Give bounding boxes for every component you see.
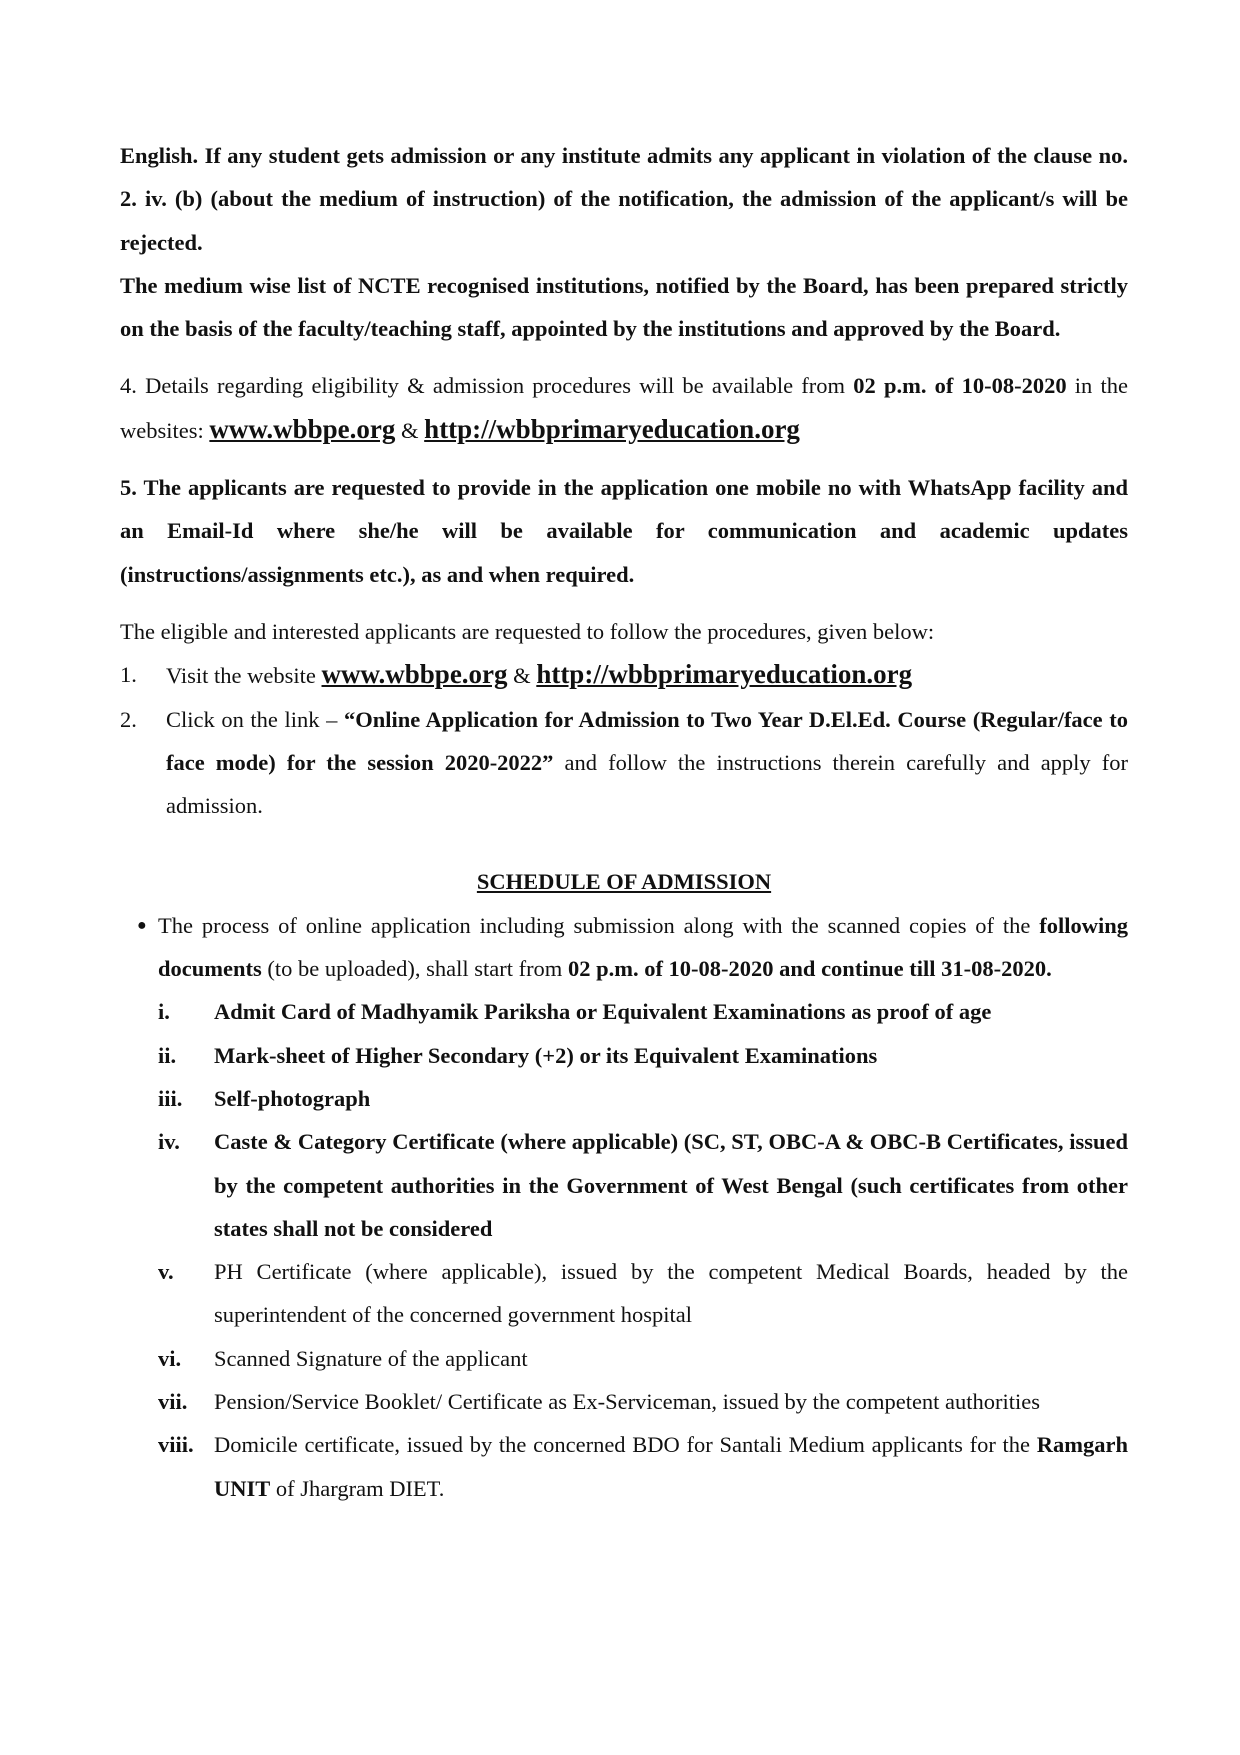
document-item-ii: ii. Mark-sheet of Higher Secondary (+2) or its Equivalent Examinations [158,1042,878,1068]
bullet-icon: ● [137,916,147,934]
document-item-viii: viii. Domicile certificate, issued by the concerned BDO for Santali Medium applicants for the Ramgarh UNIT of Jhargram DIET. [158,1432,1128,1501]
document-item-v: v. PH Certificate (where applicable), issued by the competent Medical Boards, headed by the superintendent of the concerned government hospital [158,1259,1128,1328]
document-item-vii: vii. Pension/Service Booklet/ Certificate as Ex-Serviceman, issued by the competent authorities [158,1389,1041,1415]
paragraph-ncte-list: The medium wise list of NCTE recognised institutions, notified by the Board, has been prepared strictly on the basis of the faculty/teaching staff, appointed by the institutions and approved by the Board. [120,272,1128,342]
schedule-bullet: ● The process of online application including submission along with the scanned copies of the following documents (to be uploaded), shall start from 02 p.m. of 10-08-2020 and continue till 31-08-2020. [137,904,1128,991]
document-item-vi: vi. Scanned Signature of the applicant [158,1345,528,1371]
link-wbbpe[interactable]: www.wbbpe.org [209,413,396,444]
procedure-step-2: 2. Click on the link – “Online Application for Admission to Two Year D.El.Ed. Course (Regular/face to face mode) for the session 2020-2022” and follow the instructions therein carefully and apply for admission. [120,698,1128,828]
document-item-iv: iv. Caste & Category Certificate (where applicable) (SC, ST, OBC-A & OBC-B Certificates, issued by the competent authorities in the Government of West Bengal (such certificates from other states shall not be considered [158,1129,1128,1241]
date-time-start: 02 p.m. of 10-08-2020 [853,373,1067,399]
procedure-step-1: 1. Visit the website www.wbbpe.org & http://wbbprimaryeducation.org [120,653,1128,697]
procedure-intro: The eligible and interested applicants are requested to follow the procedures, given below: [120,618,935,644]
schedule-dates: 02 p.m. of 10-08-2020 and continue till 31-08-2020. [567,956,1052,982]
schedule-heading: SCHEDULE OF ADMISSION [476,869,772,895]
link-wbbprimaryeducation[interactable]: http://wbbprimaryeducation.org [536,659,913,690]
paragraph-details-eligibility: 4. Details regarding eligibility & admission procedures will be available from 02 p.m. of 10-08-2020 in the websites: www.wbbpe.org & http://wbbprimaryeducation.org [120,373,1128,444]
document-item-iii: iii. Self-photograph [158,1085,371,1111]
step-number: 1. [120,662,137,688]
document-body [120,134,1128,1510]
link-wbbpe[interactable]: www.wbbpe.org [321,659,508,690]
link-wbbprimaryeducation[interactable]: http://wbbprimaryeducation.org [424,413,800,444]
paragraph-mobile-email: 5. The applicants are requested to provide in the application one mobile no with WhatsApp facility and an Email-Id where she/he will be available for communication and academic updates (instructions/assignments etc.), as and when required. [120,475,1128,587]
document-item-i: i. Admit Card of Madhyamik Pariksha or Equivalent Examinations as proof of age [158,999,992,1025]
application-link-title: “Online Application for Admission to Two Year D.El.Ed. Course (Regular/face to face mode) for the session 2020-2022” [166,706,1128,775]
step-number: 2. [120,706,137,732]
paragraph-medium-violation: English. If any student gets admission or any institute admits any applicant in violation of the clause no. 2. iv. (b) (about the medium of instruction) of the notification, the admission of the applicant/s will be rejected. [120,143,1128,255]
